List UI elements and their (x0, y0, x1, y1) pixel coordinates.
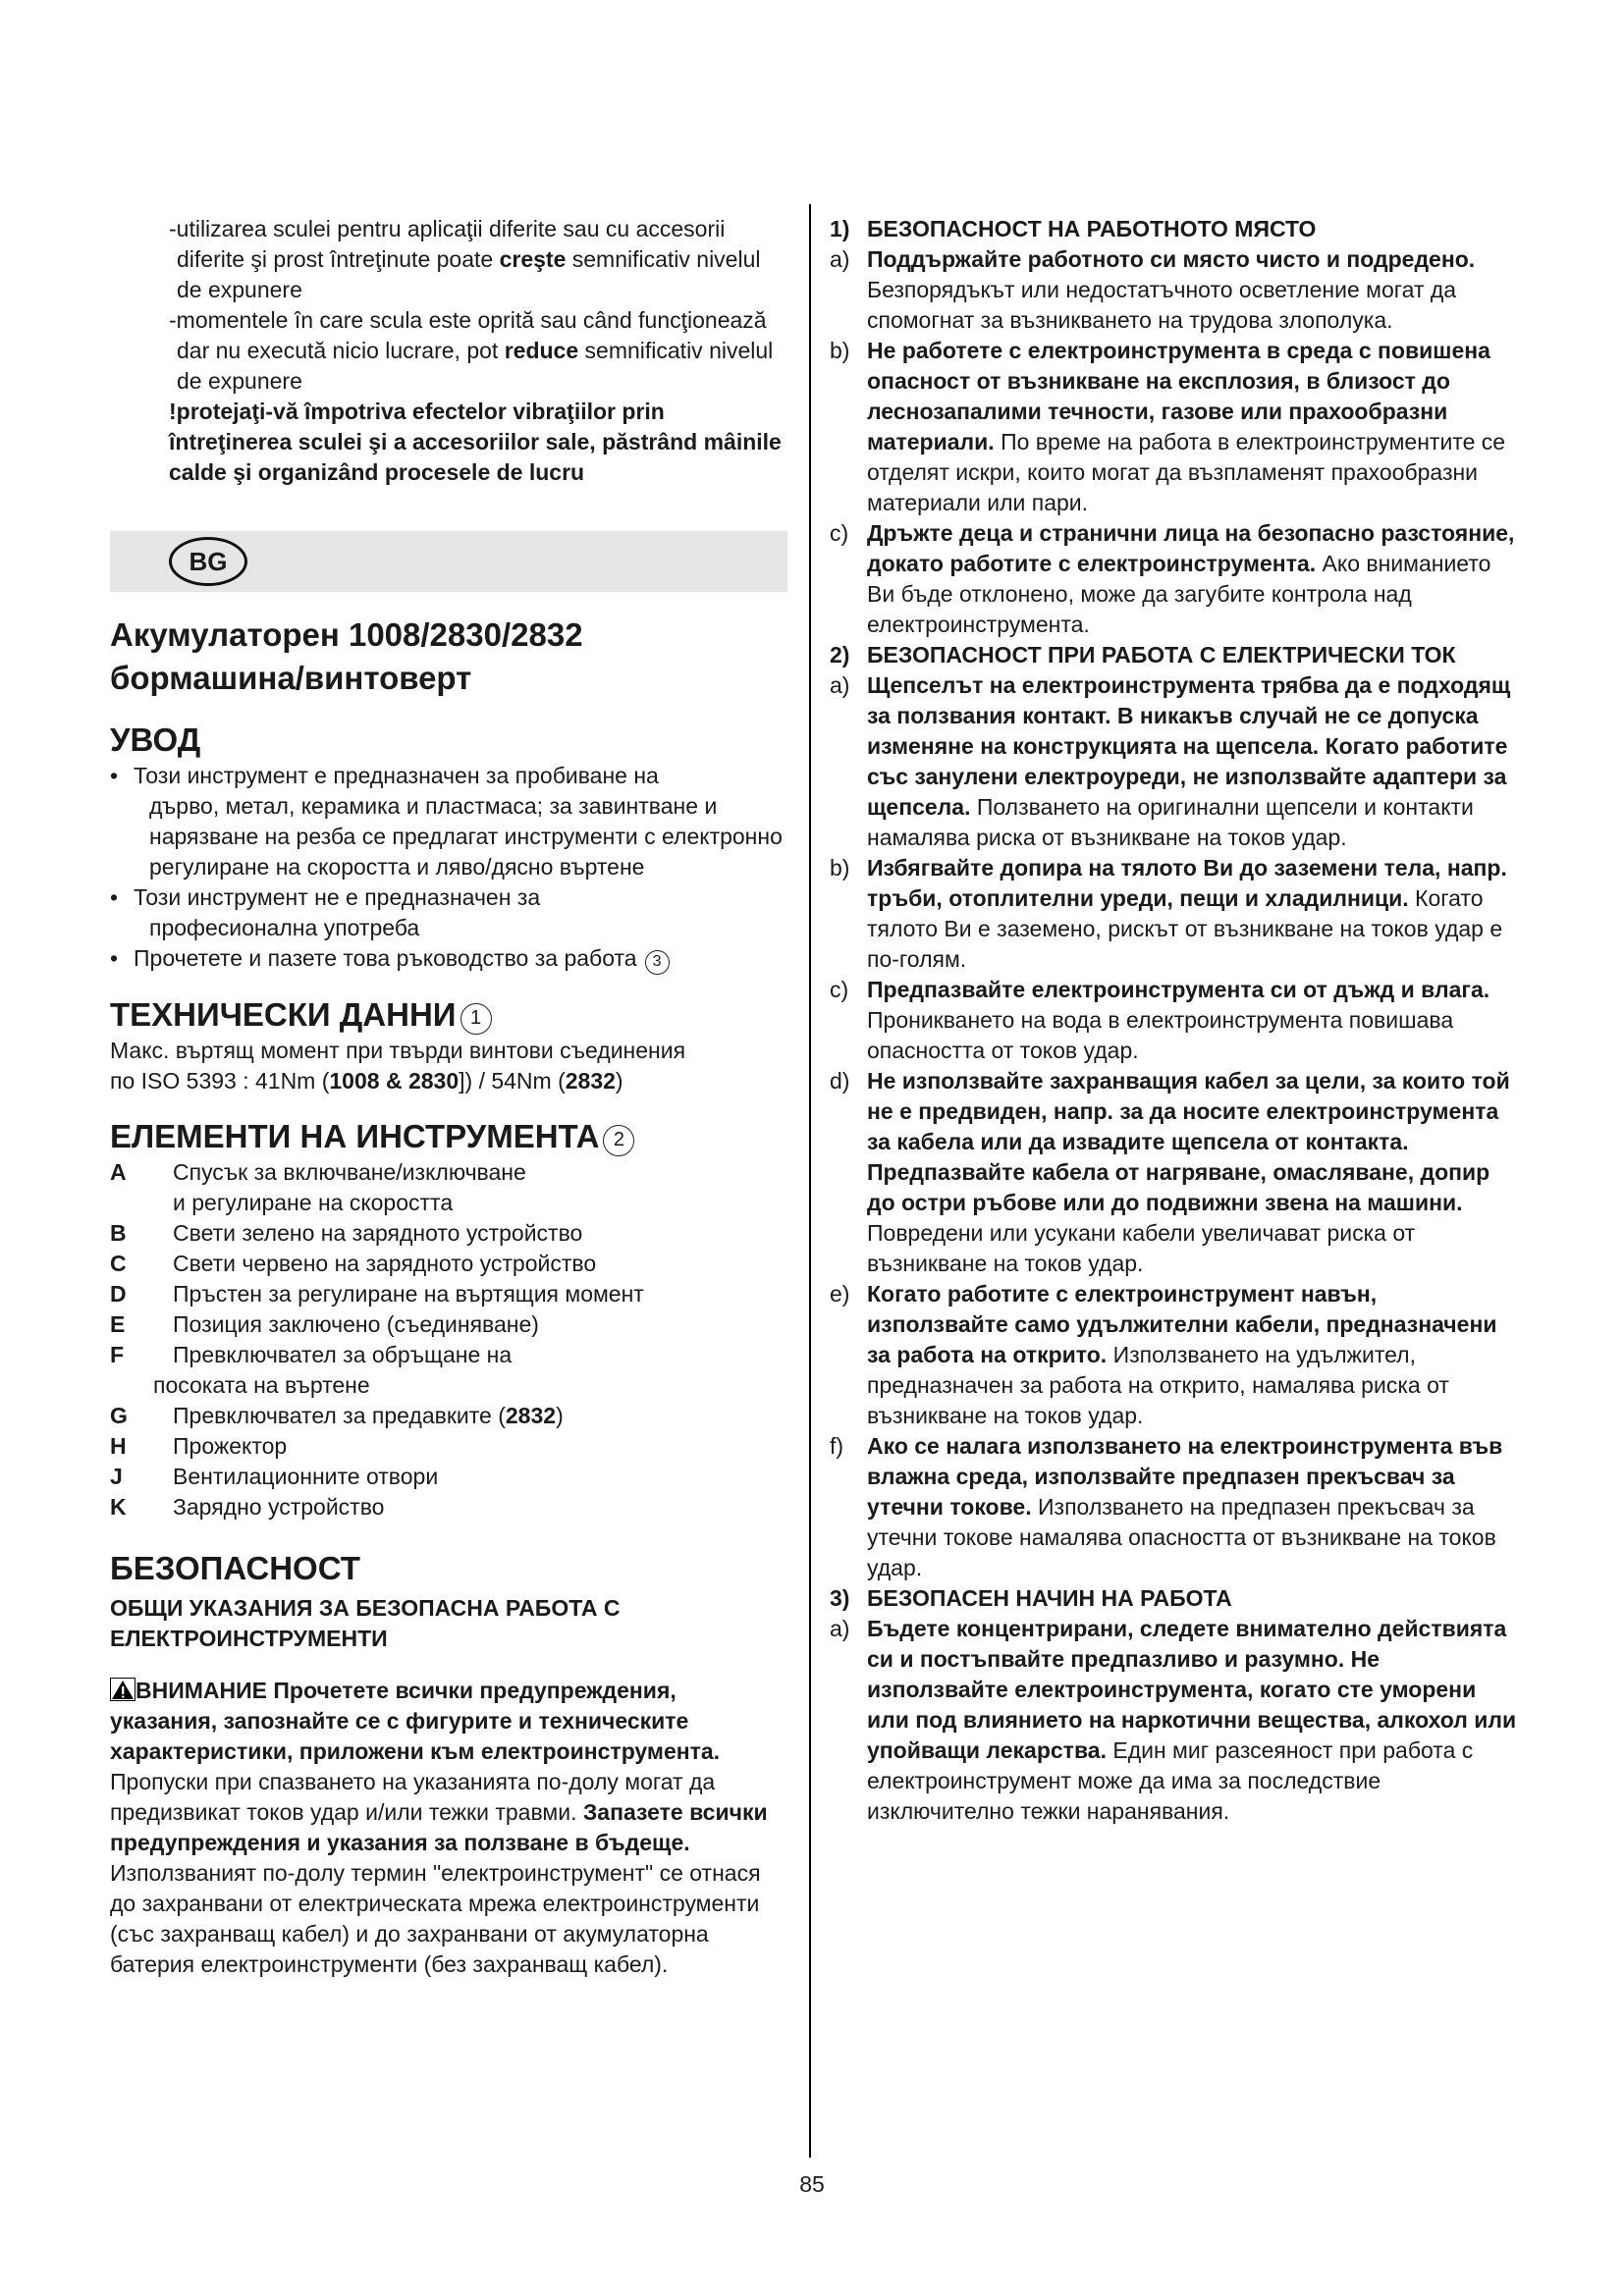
tech-line-1: Макс. въртящ момент при твърди винтови съединения (110, 1038, 686, 1063)
figure-ref-3: 3 (645, 950, 670, 975)
list-item: • Този инструмент не е предназначен за професионална употреба (110, 882, 787, 943)
figure-ref-2: 2 (603, 1125, 634, 1156)
elements-list (110, 1157, 787, 1522)
safety-heading: БЕЗОПАСНОСТ (110, 1550, 360, 1586)
list-item: a) Щепселът на електроинструмента трябва да е подходящ за ползвания контакт. В никакъв случай не се допуска изменяне на конструкцията на щепсела. Когато работите със занулени електроуреди, не използвайте адаптери за щепсела. Ползването на оригинални щепсели и контакти намалява риска от възникване на токов удар. (830, 672, 1511, 850)
element-row: A Спусък за включване/изключване и регулиране на скоростта (110, 1159, 526, 1215)
list-item: c) Дръжте деца и странични лица на безопасно разстояние, докато работите с електроинструмента. Ако вниманието Ви бъде отклонено, може да загубите контрола над електроинструмента. (830, 520, 1515, 637)
romanian-vibration-notes (110, 214, 787, 488)
language-bar (110, 531, 787, 592)
safety-warning: ВНИМАНИЕ Прочетете всички предупреждения, указания, запознайте се с фигурите и техническите характеристики, приложени към електроинструмента. Пропуски при спазването на указанията по-долу могат да предизвикат токов удар и/или тежки травми. Запазете всички предупреждения и указания за ползване в бъдеще. Използваният по-долу термин "електроинструмент" се отнася до захранвани от електрическата мрежа електроинструменти (със захранващ кабел) и до захранвани от акумулаторна батерия електроинструменти (без захранващ кабел). (110, 1678, 768, 1977)
left-column (110, 214, 787, 1980)
ro-note-3: !protejaţi-vă împotriva efectelor vibraţiilor prin întreţinerea sculei şi a accesoriilor sale, păstrând mâinile calde şi organizând procesele de lucru (169, 399, 782, 485)
element-row: G Превключвател за предавките (2832) (110, 1403, 564, 1428)
list-item: f) Ако се налага използването на електроинструмента във влажна среда, използвайте предпазен прекъсвач за утечни токове. Използването на предпазен прекъсвач за утечни токове намалява опасността от възникване на токов удар. (830, 1433, 1503, 1580)
element-row: B Свети зелено на зарядното устройство (110, 1220, 583, 1246)
element-row: F Превключвател за обръщане на (110, 1342, 513, 1367)
list-item: b) Не работете с електроинструмента в среда с повишена опасност от възникване на експлозия, в близост до леснозапалими течности, газове или прахообразни материали. По време на работа в електроинструментите се отделят искри, които могат да възпламенят прахообразни материали или пари. (830, 338, 1506, 515)
tech-line-2: по ISO 5393 : 41Nm (1008 & 2830]) / 54Nm (2832) (110, 1068, 623, 1094)
column-divider (809, 204, 811, 2158)
warning-icon (110, 1678, 135, 1701)
language-badge: BG (169, 537, 247, 586)
element-row-cont: посоката на въртене (153, 1372, 370, 1398)
tech-heading: ТЕХНИЧЕСКИ ДАННИ 1 (110, 994, 787, 1036)
list-item: • Прочетете и пазете това ръководство за работа 3 (110, 943, 787, 975)
section-heading-3: 3) БЕЗОПАСЕН НАЧИН НА РАБОТА (830, 1585, 1232, 1611)
element-row: J Вентилационните отвори (110, 1464, 439, 1489)
list-item: a) Поддържайте работното си място чисто и подредено. Безпорядъкът или недостатъчното осветление могат да спомогнат за възникването на трудова злополука. (830, 246, 1476, 333)
element-row: H Прожектор (110, 1433, 288, 1459)
intro-heading: УВОД (110, 721, 201, 758)
element-row: E Позиция заключено (съединяване) (110, 1311, 539, 1337)
ro-note-2: -momentele în care scula este oprită sau când funcţionează dar nu execută nicio lucrare, pot reduce semnificativ nivelul de expunere (169, 307, 774, 394)
ro-note-1: -utilizarea sculei pentru aplicaţii diferite sau cu accesorii diferite şi prost întreţinute poate creşte semnificativ nivelul de expunere (169, 216, 761, 302)
element-row: K Зарядно устройство (110, 1494, 385, 1520)
element-row: C Свети червено на зарядното устройство (110, 1251, 597, 1276)
section-heading-2: 2) БЕЗОПАСНОСТ ПРИ РАБОТА С ЕЛЕКТРИЧЕСКИ ТОК (830, 642, 1456, 667)
page-title: Акумулаторен 1008/2830/2832 бормашина/винтоверт (110, 616, 583, 696)
list-item: c) Предпазвайте електроинструмента си от дъжд и влага. Проникването на вода в електроинструмента повишава опасността от токов удар. (830, 977, 1490, 1063)
list-item: a) Бъдете концентрирани, следете внимателно действията си и постъпвайте предпазливо и разумно. Не използвайте електроинструмента, когато сте уморени или под влиянието на наркотични вещества, алкохол или упойващи лекарства. Един миг разсеяност при работа с електроинструмент може да има за последствие изключително тежки наранявания. (830, 1616, 1517, 1824)
element-row: D Пръстен за регулиране на въртящия момент (110, 1281, 644, 1307)
list-item: b) Избягвайте допира на тялото Ви до заземени тела, напр. тръби, отоплителни уреди, пещи и хладилници. Когато тялото Ви е заземено, рискът от възникване на токов удар е по-голям. (830, 855, 1507, 972)
elements-heading: ЕЛЕМЕНТИ НА ИНСТРУМЕНТА 2 (110, 1116, 787, 1157)
page-number: 85 (799, 2171, 825, 2197)
list-item: e) Когато работите с електроинструмент навън, използвайте само удължителни кабели, предназначени за работа на открито. Използването на удължител, предназначен за работа на открито, намалява риска от възникване на токов удар. (830, 1281, 1497, 1428)
figure-ref-1: 1 (460, 1003, 492, 1035)
intro-list (110, 761, 787, 975)
list-item: d) Не използвайте захранващия кабел за цели, за които той не е предвиден, напр. за да носите електроинструмента за кабела или да извадите щепсела от контакта. Предпазвайте кабела от нагряване, омасляване, допир до остри ръбове или до подвижни звена на машини. Повредени или усукани кабели увеличават риска от възникване на токов удар. (830, 1068, 1510, 1276)
list-item: • Този инструмент е предназначен за пробиване на дърво, метал, керамика и пластмаса; за завинтване и нарязване на резба се предлагат инструменти с електронно регулиране на скоростта и ляво/дясно въртене (110, 761, 787, 882)
right-column (830, 214, 1517, 1827)
safety-subheading: ОБЩИ УКАЗАНИЯ ЗА БЕЗОПАСНА РАБОТА С ЕЛЕКТРОИНСТРУМЕНТИ (110, 1595, 621, 1651)
section-heading-1: 1) БЕЗОПАСНОСТ НА РАБОТНОТО МЯСТО (830, 216, 1317, 241)
